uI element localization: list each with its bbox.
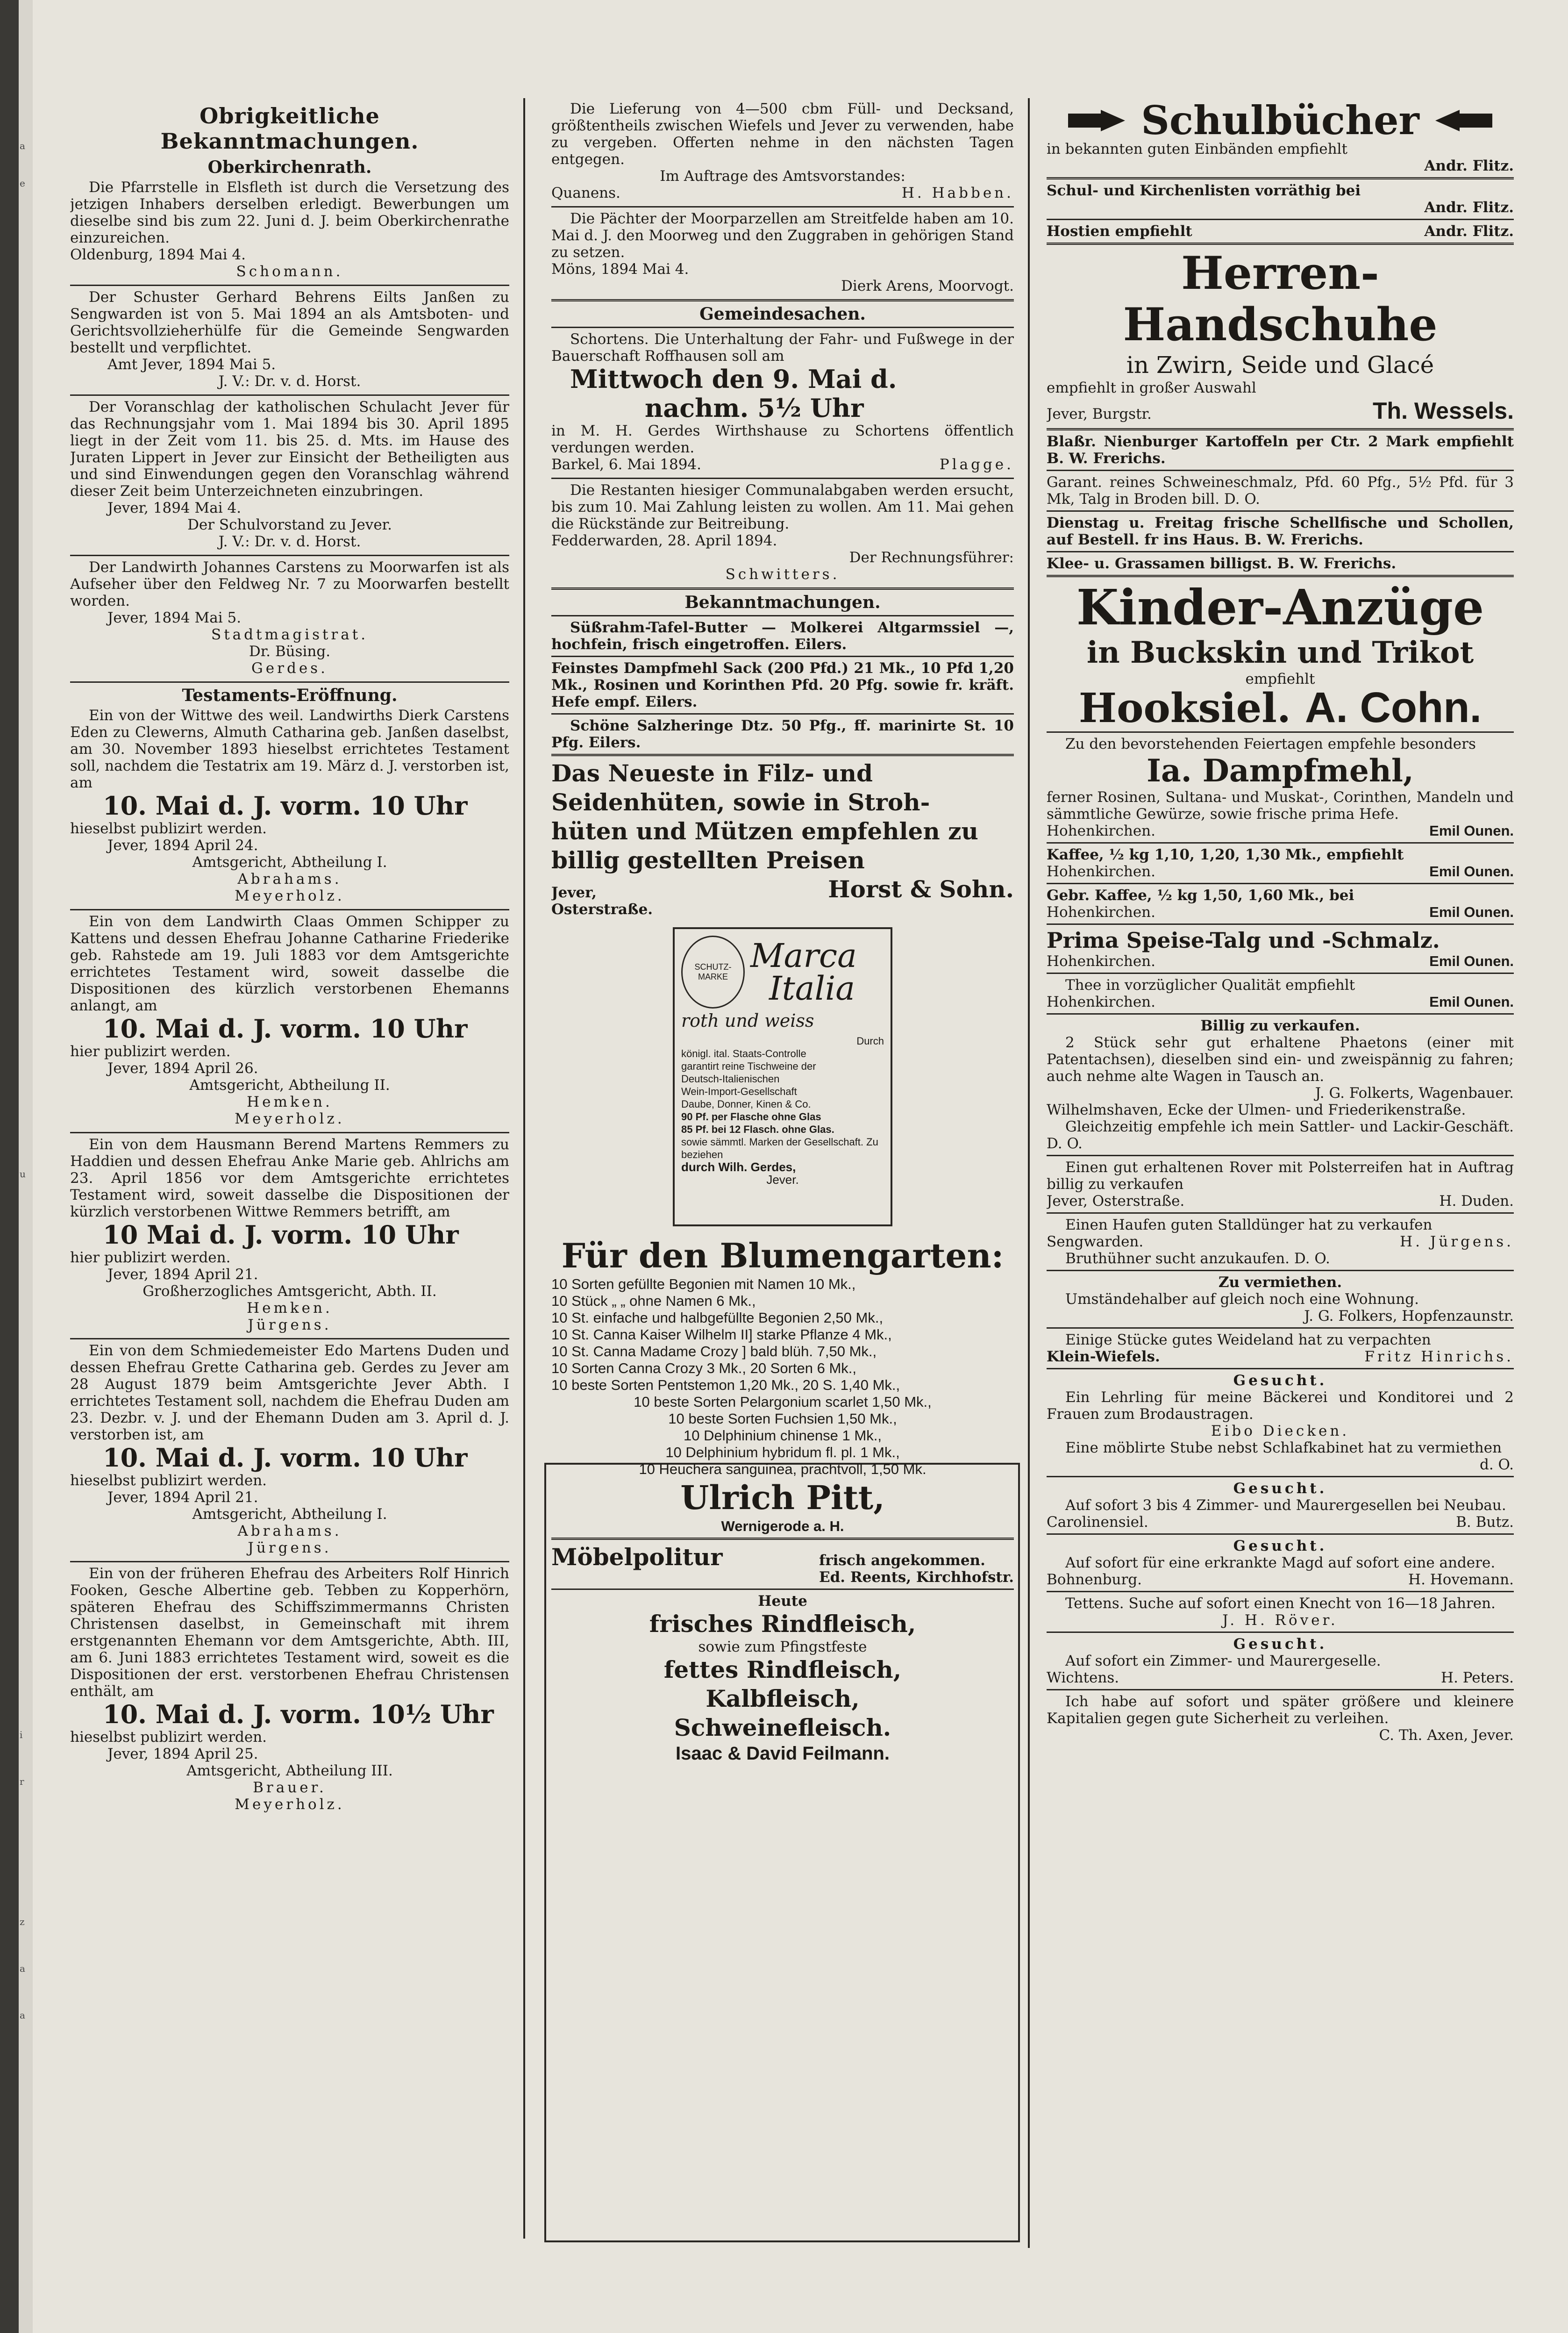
ad-text: Einige Stücke gutes Weideland hat zu verpachten xyxy=(1065,1331,1431,1348)
divider xyxy=(70,909,509,910)
divider xyxy=(1047,470,1514,471)
notice-text: Die Lieferung von 4—500 cbm Füll- und Decksand, größtentheils zwischen Wiefels und Jever zu verwenden, habe zu vergeben. Offerten nehme in den nächsten Tagen entgegen. xyxy=(551,100,1014,168)
notice-text: Der Landwirth Johannes Carstens zu Moorwarfen ist als Aufseher über den Feldweg Nr. 7 zu Moorwarfen bestellt worden. xyxy=(70,559,509,609)
divider xyxy=(551,754,1014,756)
divider xyxy=(1047,1632,1514,1633)
margin-fragment: z xyxy=(20,1916,25,1927)
notice-testament-4 xyxy=(70,1342,509,1556)
ad-hats-line: Das Neueste in Filz- und xyxy=(551,759,873,787)
marca-line: Durch xyxy=(856,1035,884,1047)
page-edge xyxy=(0,0,19,2333)
notice-clerk: Gerdes. xyxy=(251,660,328,677)
ad-place: Hohenkirchen. xyxy=(1047,994,1155,1010)
notice-date: Amt Jever, 1894 Mai 5. xyxy=(107,356,276,373)
ad-sig: H. Peters. xyxy=(1441,1669,1514,1686)
ad-handschuhe-firm: Th. Wessels. xyxy=(1373,398,1514,424)
ad-text: Umständehalber auf gleich noch eine Wohnung. xyxy=(1065,1291,1419,1308)
notice-court: Amtsgericht, Abtheilung II. xyxy=(189,1077,390,1094)
divider xyxy=(1047,1013,1514,1015)
margin-fragment: r xyxy=(20,1776,24,1787)
fleisch-firm: Isaac & David Feilmann. xyxy=(676,1743,890,1764)
ad-sig: Emil Ounen. xyxy=(1429,904,1514,920)
notice-signature: Dierk Arens, Moorvogt. xyxy=(841,278,1014,294)
divider xyxy=(70,681,509,683)
ad-text: Einen gut erhaltenen Rover mit Polsterreifen hat in Auftrag billig zu verkaufen xyxy=(1047,1159,1514,1193)
ad-gebr-kaffee: Gebr. Kaffee, ½ kg 1,50, 1,60 Mk., bei xyxy=(1047,887,1354,904)
notice-text: Der Voranschlag der katholischen Schulacht Jever für das Rechnungsjahr vom 1. Mai 1894 bis 30. April 1895 liegt in der Zeit vom 11. bis 25. d. Mts. im Hause des Juraten Lippert in Jever zur Einsicht der Betheiligten aus und sind Einwendungen gegen den Voranschlag während dieser Zeit beim Unterzeichneten einzubringen. xyxy=(70,399,509,500)
marca-line: Deutsch-Italienischen xyxy=(681,1073,780,1085)
blumen-item: 10 beste Sorten Pelargonium scarlet 1,50 Mk., xyxy=(634,1394,932,1410)
ad-head: Gesucht. xyxy=(1233,1372,1327,1389)
divider xyxy=(1047,1368,1514,1369)
ad-text: Ein Lehrling für meine Bäckerei und Konditorei und 2 Frauen zum Brodaustragen. xyxy=(1047,1389,1514,1423)
divider xyxy=(70,285,509,286)
notice-text: Die Pächter der Moorparzellen am Streitfelde haben am 10. Mai d. J. den Moorweg und den Zuggraben in gehörigen Stand zu setzen. xyxy=(551,210,1014,261)
notice-text: Ein von dem Landwirth Claas Ommen Schipper zu Kattens und dessen Ehefrau Johanne Catharine Friederike geb. Rahstede am 19. Juli 1883 vor dem Amtsgerichte errichtetes Testament wird, soweit dasselbe die Dispositionen des kürzlich verstorbenen Ehemanns anlangt, am xyxy=(70,913,509,1014)
divider xyxy=(70,555,509,556)
ad-schul-title: Schulbücher xyxy=(1141,100,1419,143)
ad-ounen-dampfmehl: Ia. Dampfmehl, xyxy=(1147,752,1414,789)
marca-subtitle: roth und weiss xyxy=(681,1010,814,1031)
notice-date: Möns, 1894 Mai 4. xyxy=(551,261,689,278)
ad-marca-italia xyxy=(673,927,892,1226)
marca-line: Jever. xyxy=(766,1173,799,1187)
divider xyxy=(1047,575,1514,577)
ad-place: Hohenkirchen. xyxy=(1047,863,1155,880)
ad-sig: Emil Ounen. xyxy=(1429,994,1514,1010)
notice-text: hieselbst publizirt werden. xyxy=(70,1472,267,1489)
divider xyxy=(1047,883,1514,884)
marca-line: garantirt reine Tischweine der xyxy=(681,1060,816,1072)
divider xyxy=(1047,842,1514,844)
ad-blumen-title: Für den Blumengarten: xyxy=(561,1236,1004,1275)
ad-sig: B. Butz. xyxy=(1456,1514,1514,1531)
fleisch-line: sowie zum Pfingstfeste xyxy=(698,1639,867,1655)
ad-heringe: Schöne Salzheringe Dtz. 50 Pfg., ff. marinirte St. 10 Pfg. Eilers. xyxy=(551,717,1014,751)
ad-kaffee: Kaffee, ½ kg 1,10, 1,20, 1,30 Mk., empfiehlt xyxy=(1047,846,1404,863)
notice-signature: Abrahams. xyxy=(237,1523,342,1539)
ad-speise: Prima Speise-Talg und -Schmalz. xyxy=(1047,928,1440,953)
notice-date-big: 10. Mai d. J. vorm. 10 Uhr xyxy=(103,1014,468,1044)
ad-place: Wichtens. xyxy=(1047,1669,1119,1686)
section-title: Gemeindesachen. xyxy=(699,304,866,324)
notice-court: Amtsgericht, Abtheilung III. xyxy=(186,1762,393,1779)
notice-date: Jever, 1894 April 21. xyxy=(107,1266,258,1283)
left-margin-fragments xyxy=(19,0,33,2333)
ad-sig: H. Duden. xyxy=(1439,1193,1514,1209)
ad-sig: Fritz Hinrichs. xyxy=(1364,1348,1514,1365)
notice-date: Jever, 1894 Mai 5. xyxy=(107,609,242,626)
divider xyxy=(551,656,1014,657)
fleisch-line: fettes Rindfleisch, xyxy=(663,1656,902,1683)
divider xyxy=(1047,1476,1514,1477)
moebel-title: Möbelpolitur xyxy=(551,1543,723,1571)
ad-text: Bruthühner sucht anzukaufen. D. O. xyxy=(1065,1250,1330,1267)
notice-voranschlag xyxy=(70,399,509,550)
ad-listen: Schul- und Kirchenlisten vorräthig bei xyxy=(1047,182,1361,199)
notice-signature: Der Schulvorstand zu Jever. xyxy=(187,516,392,533)
column-rule xyxy=(523,98,525,2239)
ad-text: Wilhelmshaven, Ecke der Ulmen- und Friederikenstraße. xyxy=(1047,1102,1466,1118)
notice-date-big: 10 Mai d. J. vorm. 10 Uhr xyxy=(103,1220,459,1250)
notice-date: Jever, 1894 Mai 4. xyxy=(107,500,242,516)
ad-head: Gesucht. xyxy=(1233,1636,1327,1653)
notice-date-big: 10. Mai d. J. vorm. 10 Uhr xyxy=(103,1443,468,1473)
divider xyxy=(1047,1155,1514,1156)
column-official-notices xyxy=(70,100,509,2288)
ad-hats xyxy=(551,759,1014,918)
ad-ounen-intro: Zu den bevorstehenden Feiertagen empfehle besonders xyxy=(1065,736,1476,752)
notice-head: Oberkirchenrath. xyxy=(207,157,372,177)
ad-ounen-text: ferner Rosinen, Sultana- und Muskat-, Corinthen, Mandeln und sämmtliche Gewürze, sowie frische prima Hefe. xyxy=(1047,789,1514,823)
notice-clerk: Jürgens. xyxy=(248,1317,332,1333)
notice-clerk: Jürgens. xyxy=(248,1539,332,1556)
ad-sig: J. G. Folkers, Hopfenzaunstr. xyxy=(1304,1308,1514,1324)
ad-text: Ich habe auf sofort und später größere und kleinere Kapitalien gegen gute Sicherheit zu verleihen. xyxy=(1047,1693,1514,1727)
ad-kartoffeln: Blaßr. Nienburger Kartoffeln per Ctr. 2 Mark empfiehlt B. W. Frerichs. xyxy=(1047,433,1514,467)
divider xyxy=(551,1589,1014,1590)
blumen-item: 10 Heuchera sanguinea, prachtvoll, 1,50 Mk. xyxy=(639,1461,927,1477)
notice-signature: Brauer. xyxy=(253,1779,327,1796)
notice-text: Der Rechnungsführer: xyxy=(849,549,1014,566)
ad-listen-sig: Andr. Flitz. xyxy=(1424,199,1514,216)
divider xyxy=(1047,551,1514,552)
notice-text: Die Pfarrstelle in Elsfleth ist durch die Versetzung des jetzigen Inhabers derselben erledigt. Bewerbungen um dieselbe sind bis zum 22. Juni d. J. beim Oberkirchenrathe einzureichen. xyxy=(70,179,509,246)
ad-text: Auf sofort ein Zimmer- und Maurergeselle. xyxy=(1065,1653,1381,1669)
ad-pitt-name: Ulrich Pitt, xyxy=(680,1478,885,1517)
ad-kinder-title: Kinder-Anzüge xyxy=(1076,579,1484,636)
ad-place: Hohenkirchen. xyxy=(1047,953,1155,970)
blumen-item: 10 beste Sorten Pentstemon 1,20 Mk., 20 S. 1,40 Mk., xyxy=(551,1377,900,1393)
ad-schul-sub: in bekannten guten Einbänden empfiehlt xyxy=(1047,141,1347,157)
ad-handschuhe-line: empfiehlt in großer Auswahl xyxy=(1047,379,1256,396)
notice-schortens xyxy=(551,331,1014,473)
notice-signature: H. Habben. xyxy=(901,185,1014,201)
ad-head: Gesucht. xyxy=(1233,1538,1327,1554)
margin-fragment: a xyxy=(20,2010,25,2021)
column-rule xyxy=(1028,98,1030,2248)
ad-schul-sig: Andr. Flitz. xyxy=(1424,157,1514,174)
divider xyxy=(551,327,1014,328)
notice-text: hieselbst publizirt werden. xyxy=(70,820,267,837)
margin-fragment: u xyxy=(20,1168,26,1180)
ad-place: Hohenkirchen. xyxy=(1047,823,1155,839)
ad-sig: H. Jürgens. xyxy=(1400,1233,1514,1250)
ad-hats-line: hüten und Mützen empfehlen zu xyxy=(551,817,978,845)
notice-text: hieselbst publizirt werden. xyxy=(70,1729,267,1746)
ad-text: Auf sofort für eine erkrankte Magd auf sofort eine andere. xyxy=(1065,1554,1496,1571)
ad-text: Einen Haufen guten Stalldünger hat zu verkaufen xyxy=(1065,1217,1433,1233)
notice-clerk: Meyerholz. xyxy=(235,1796,345,1813)
ad-handschuhe-place: Jever, Burgstr. xyxy=(1047,406,1152,422)
marca-line: 85 Pf. bei 12 Flasch. ohne Glas. xyxy=(681,1124,834,1135)
notice-signature: Dr. Büsing. xyxy=(249,643,331,660)
divider xyxy=(1047,1533,1514,1535)
ad-schulbuecher xyxy=(1047,100,1514,141)
ad-schmalz: Garant. reines Schweineschmalz, Pfd. 60 Pfg., 5½ Pfd. für 3 Mk, Talg in Broden bill. D. O. xyxy=(1047,474,1514,508)
ad-hostien-sig: Andr. Flitz. xyxy=(1424,223,1514,240)
notice-head: Testaments-Eröffnung. xyxy=(182,686,398,705)
ad-handschuhe-sub: in Zwirn, Seide und Glacé xyxy=(1126,351,1434,379)
pointing-hand-icon xyxy=(1433,104,1494,137)
notice-date: Barkel, 6. Mai 1894. xyxy=(551,456,702,473)
notice-date-big: 10. Mai d. J. vorm. 10½ Uhr xyxy=(103,1699,494,1729)
fleisch-line: Schweinefleisch. xyxy=(674,1714,891,1741)
divider xyxy=(551,206,1014,208)
divider xyxy=(551,615,1014,616)
divider xyxy=(1047,177,1514,179)
ad-text: 2 Stück sehr gut erhaltene Phaetons (einer mit Patentachsen), dieselben sind ein- und zweispännig zu fahren; auch nehme alte Wagen in Tausch an. xyxy=(1047,1034,1514,1085)
notice-clerk: Meyerholz. xyxy=(235,1110,345,1127)
ad-pitt-place: Wernigerode a. H. xyxy=(721,1518,844,1534)
divider xyxy=(1047,1591,1514,1592)
margin-fragment: e xyxy=(20,178,25,189)
divider xyxy=(551,587,1014,590)
notice-date: Jever, 1894 April 21. xyxy=(107,1489,258,1506)
blumen-item: 10 beste Sorten Fuchsien 1,50 Mk., xyxy=(668,1410,897,1427)
blumen-item: 10 St. einfache und halbgefüllte Begonien 2,50 Mk., xyxy=(551,1310,884,1326)
notice-date: Jever, 1894 April 25. xyxy=(107,1746,258,1762)
notice-testament-2 xyxy=(70,913,509,1127)
ad-text: Gleichzeitig empfehle ich mein Sattler- und Lackir-Geschäft. D. O. xyxy=(1047,1118,1514,1152)
section-title: Obrigkeitliche Bekanntmachungen. xyxy=(160,103,419,154)
notice-text: Schortens. Die Unterhaltung der Fahr- und Fußwege in der Bauerschaft Roffhausen soll am xyxy=(551,331,1014,365)
notice-text: Der Schuster Gerhard Behrens Eilts Janßen zu Sengwarden ist von 5. Mai 1894 an als Amtsboten- und Gerichtsvollzieherhülfe für die Gemeinde Sengwarden bestellt und verpflichtet. xyxy=(70,289,509,356)
moebel-line: Ed. Reents, Kirchhofstr. xyxy=(819,1569,1014,1586)
fleisch-line: Heute xyxy=(758,1593,807,1610)
margin-fragment: a xyxy=(20,140,25,151)
ad-place: Bohnenburg. xyxy=(1047,1571,1142,1588)
notice-text: Ein von dem Schmiedemeister Edo Martens Duden und dessen Ehefrau Grette Catharina geb. Gerdes zu Jever am 28 August 1879 beim Amtsgerichte Jever Abth. I errichtetes Testament soll, nachdem die Ehefrau Duden am 23. Dezbr. v. J. und der Ehemann Duden am 3. April d. J. verstorben ist, am xyxy=(70,1342,509,1443)
notice-signature: J. V.: Dr. v. d. Horst. xyxy=(218,373,361,390)
notice-signature: Schwitters. xyxy=(725,566,840,583)
notice-text: Im Auftrage des Amtsvorstandes: xyxy=(660,168,905,185)
ad-sig: H. Hovemann. xyxy=(1408,1571,1514,1588)
ad-sig: J. G. Folkerts, Wagenbauer. xyxy=(1315,1085,1514,1102)
notice-landwirth xyxy=(70,559,509,677)
notice-place: Quanens. xyxy=(551,185,620,201)
ad-hats-line: Seidenhüten, sowie in Stroh- xyxy=(551,788,930,816)
notice-date: Jever, 1894 April 24. xyxy=(107,837,258,854)
blumen-item: 10 Delphinium chinense 1 Mk., xyxy=(684,1427,882,1444)
pointing-hand-icon xyxy=(1066,104,1127,137)
ad-blumen-list xyxy=(551,1276,1014,1478)
ad-place: Carolinensiel. xyxy=(1047,1514,1148,1531)
moebel-line: frisch angekommen. xyxy=(819,1552,985,1569)
notice-testament-5 xyxy=(70,1565,509,1813)
divider xyxy=(1047,923,1514,925)
ad-place: Hohenkirchen. xyxy=(1047,904,1155,921)
seal-label: SCHUTZ-MARKE xyxy=(694,962,732,981)
ad-moebelpolitur xyxy=(551,1543,1014,1586)
marca-title: Italia xyxy=(769,969,855,1008)
notice-date: Oldenburg, 1894 Mai 4. xyxy=(70,246,246,263)
notice-clerk: Meyerholz. xyxy=(235,887,345,904)
column-right-ads xyxy=(1047,100,1514,2288)
divider xyxy=(551,478,1014,479)
notice-text: Ein von dem Hausmann Berend Martens Remmers zu Haddien und dessen Ehefrau Anke Marie geb. Ahlrichs am 23. April 1856 vor dem Amtsgerichte errichtetes Testament wird, soweit dasselbe die Dispositionen der kürzlich verstorbenen Wittwe Remmers betrifft, am xyxy=(70,1136,509,1220)
ad-hats-firm: Horst & Sohn. xyxy=(828,875,1014,903)
ad-handschuhe-title: Herren-Handschuhe xyxy=(1123,247,1438,351)
blumen-item: 10 Stück „ „ ohne Namen 6 Mk., xyxy=(551,1293,756,1309)
divider xyxy=(551,299,1014,301)
ad-head: Zu vermiethen. xyxy=(1218,1274,1342,1291)
ad-thee: Thee in vorzüglicher Qualität empfiehlt xyxy=(1065,977,1355,994)
ad-sig: Emil Ounen. xyxy=(1429,863,1514,880)
divider xyxy=(1047,1270,1514,1271)
fleisch-line: frisches Rindfleisch, xyxy=(649,1610,916,1638)
divider xyxy=(70,1561,509,1562)
divider xyxy=(1047,428,1514,430)
divider xyxy=(1047,1327,1514,1329)
divider xyxy=(551,713,1014,715)
notice-time-big: nachm. 5½ Uhr xyxy=(645,393,864,423)
divider xyxy=(1047,1212,1514,1214)
notice-signature: Hemken. xyxy=(247,1094,333,1110)
notice-court: Amtsgericht, Abtheilung I. xyxy=(192,1506,387,1523)
notice-schuster xyxy=(70,289,509,390)
ad-sig: Emil Ounen. xyxy=(1429,823,1514,839)
divider xyxy=(70,1132,509,1133)
notice-signature: J. V.: Dr. v. d. Horst. xyxy=(218,533,361,550)
marca-line: Wein-Import-Gesellschaft xyxy=(681,1086,797,1097)
ad-kinder-sub: in Buckskin und Trikot xyxy=(1086,635,1474,670)
marca-line: Daube, Donner, Kinen & Co. xyxy=(681,1098,811,1110)
ad-sig: Emil Ounen. xyxy=(1429,953,1514,969)
ad-place: Sengwarden. xyxy=(1047,1233,1144,1250)
margin-fragment: a xyxy=(20,1963,25,1974)
ad-sig: d. O. xyxy=(1479,1456,1514,1473)
divider xyxy=(1047,243,1514,245)
ad-kinder-emp: empfiehlt xyxy=(1245,671,1315,687)
notice-testament-1 xyxy=(70,686,509,904)
divider xyxy=(70,394,509,396)
notice-court: Großherzogliches Amtsgericht, Abth. II. xyxy=(143,1283,437,1300)
divider xyxy=(1047,510,1514,512)
ad-sig: C. Th. Axen, Jever. xyxy=(1379,1727,1514,1744)
ad-sig: Eibo Diecken. xyxy=(1211,1423,1350,1439)
ad-hats-place: Jever, Osterstraße. xyxy=(551,884,653,918)
ad-butter: Süßrahm-Tafel-Butter — Molkerei Altgarmssiel —, hochfein, frisch eingetroffen. Eilers. xyxy=(551,619,1014,653)
notice-signature: Hemken. xyxy=(247,1300,333,1317)
blumen-item: 10 Delphinium hybridum fl. pl. 1 Mk., xyxy=(665,1444,900,1460)
notice-date: Jever, 1894 April 26. xyxy=(107,1060,258,1077)
notice-court: Amtsgericht, Abtheilung I. xyxy=(192,854,387,871)
ad-dampfmehl: Feinstes Dampfmehl Sack (200 Pfd.) 21 Mk., 10 Pfd 1,20 Mk., Rosinen und Korinthen Pfd. 20 Pfg. sowie fr. kräft. Hefe empf. Eilers. xyxy=(551,660,1014,710)
notice-oberkirchenrath xyxy=(70,157,509,280)
divider xyxy=(1047,219,1514,220)
ad-head: Billig zu verkaufen. xyxy=(1200,1017,1360,1034)
blumen-item: 10 St. Canna Kaiser Wilhelm II] starke Pflanze 4 Mk., xyxy=(551,1326,892,1343)
divider xyxy=(1047,973,1514,974)
notice-restanten xyxy=(551,482,1014,583)
notice-text: Die Restanten hiesiger Communalabgaben werden ersucht, bis zum 10. Mai Zahlung leisten zu wollen. Am 11. Mai gehen die Rückstände zur Beitreibung. xyxy=(551,482,1014,532)
notice-testament-3 xyxy=(70,1136,509,1333)
ad-place: Jever, Osterstraße. xyxy=(1047,1193,1185,1209)
notice-date: Fedderwarden, 28. April 1894. xyxy=(551,532,777,549)
marca-line: 90 Pf. per Flasche ohne Glas xyxy=(681,1111,821,1123)
ad-fleisch xyxy=(551,1593,1014,1765)
notice-text: Ein von der früheren Ehefrau des Arbeiters Rolf Hinrich Fooken, Gesche Albertine geb. Tebben zu Kopperhörn, späteren Ehefrau des Schiffszimmermanns Christen Christensen daselbst, in Gemeinschaft mit ihrem erstgenannten Ehemann vor dem Amtsgerichte, Abth. III, am 6. Juni 1883 errichtetes Testament wird, soweit es die Dispositionen der erst. verstorbenen Ehefrau Christensen enthält, am xyxy=(70,1565,509,1700)
notice-date-big: 10. Mai d. J. vorm. 10 Uhr xyxy=(103,791,468,821)
ad-cohn: A. Cohn. xyxy=(1304,684,1482,731)
ad-text: Tettens. Suche auf sofort einen Knecht von 16—18 Jahren. xyxy=(1065,1595,1496,1612)
notice-text: hier publizirt werden. xyxy=(70,1249,231,1266)
divider xyxy=(1047,1689,1514,1690)
notice-text: hier publizirt werden. xyxy=(70,1043,231,1060)
blumen-item: 10 St. Canna Madame Crozy ] bald blüh. 7,50 Mk., xyxy=(551,1343,877,1360)
ad-fische: Dienstag u. Freitag frische Schellfische und Schollen, auf Bestell. fr ins Haus. B. W. Frerichs. xyxy=(1047,515,1514,548)
marca-line: durch Wilh. Gerdes, xyxy=(681,1160,796,1174)
margin-fragment: i xyxy=(20,1729,23,1740)
blumen-item: 10 Sorten Canna Crozy 3 Mk., 20 Sorten 6 Mk., xyxy=(551,1360,857,1376)
section-title: Bekanntmachungen. xyxy=(684,593,881,612)
notice-signature: Plagge. xyxy=(939,456,1014,473)
notice-signature: Abrahams. xyxy=(237,871,342,887)
notice-signature: Stadtmagistrat. xyxy=(211,626,369,643)
ad-text: Auf sofort 3 bis 4 Zimmer- und Maurergesellen bei Neubau. xyxy=(1065,1497,1506,1514)
divider xyxy=(70,1338,509,1339)
ad-place: Klein-Wiefels. xyxy=(1047,1348,1160,1365)
seal-icon xyxy=(681,936,745,1009)
notice-sand xyxy=(551,100,1014,201)
ad-samen: Klee- u. Grassamen billigst. B. W. Frerichs. xyxy=(1047,555,1397,572)
ad-head: Gesucht. xyxy=(1233,1480,1327,1497)
ad-hats-line: billig gestellten Preisen xyxy=(551,846,865,874)
notice-text: in M. H. Gerdes Wirthshause zu Schortens öffentlich verdungen werden. xyxy=(551,422,1014,456)
ad-hostien: Hostien empfiehlt xyxy=(1047,223,1192,240)
blumen-item: 10 Sorten gefüllte Begonien mit Namen 10 Mk., xyxy=(551,1276,856,1292)
ad-sig: J. H. Röver. xyxy=(1222,1612,1338,1629)
marca-line: sowie sämmtl. Marken der Gesellschaft. Zu beziehen xyxy=(681,1136,878,1160)
ad-text: Eine möblirte Stube nebst Schlafkabinet hat zu vermiethen xyxy=(1065,1439,1502,1456)
marca-line: königl. ital. Staats-Controlle xyxy=(681,1048,806,1059)
marca-title: Marca xyxy=(750,937,857,975)
divider xyxy=(551,1538,1014,1540)
notice-moor xyxy=(551,210,1014,294)
notice-text: Ein von der Wittwe des weil. Landwirths Dierk Carstens Eden zu Clewerns, Almuth Catharina geb. Janßen daselbst, am 30. November 1893 hieselbst errichtetes Testament soll, nachdem die Testatrix am 19. März d. J. verstorben ist, am xyxy=(70,707,509,791)
notice-date-big: Mittwoch den 9. Mai d. xyxy=(570,364,897,394)
column-middle xyxy=(551,100,1014,2232)
notice-signature: Schomann. xyxy=(236,263,343,280)
ad-hooksiel: Hooksiel. xyxy=(1078,685,1291,732)
fleisch-line: Kalbfleisch, xyxy=(706,1685,860,1712)
